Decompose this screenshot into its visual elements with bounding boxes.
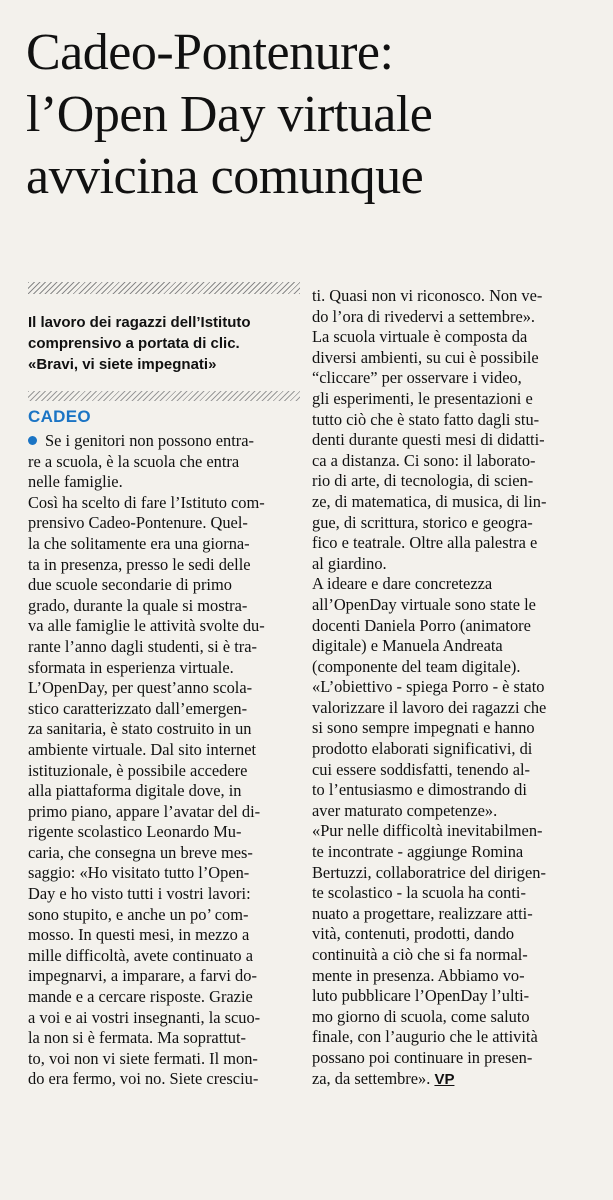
subheadline-line: Il lavoro dei ragazzi dell’Istituto (28, 314, 251, 331)
body-line: do era fermo, voi no. Siete cresciu- (28, 1069, 259, 1089)
body-line: te scolastico - la scuola ha conti- (312, 883, 526, 903)
body-line: Day e ho visto tutti i vostri lavori: (28, 884, 251, 904)
body-line: all’OpenDay virtuale sono state le (312, 594, 536, 614)
body-line: possano poi continuare in presen- (312, 1047, 533, 1067)
body-line: aver maturato competenze». (312, 800, 498, 820)
body-line: do l’ora di rivedervi a settembre». (312, 306, 536, 326)
body-line: sono stupito, e anche un po’ com- (28, 904, 249, 924)
left-column (28, 282, 300, 1090)
kicker: CADEO (28, 407, 91, 426)
body-line: Bertuzzi, collaboratrice del dirigen- (312, 862, 546, 882)
hatch-divider (28, 282, 300, 294)
body-line: impegnarvi, a imparare, a farvi do- (28, 966, 257, 986)
body-line: re a scuola, è la scuola che entra (28, 451, 240, 471)
body-line: rante l’anno dagli studenti, si è tra- (28, 636, 257, 656)
subheadline-line: «Bravi, vi siete impegnati» (28, 356, 217, 373)
body-line: cui essere soddisfatti, tenendo al- (312, 759, 531, 779)
body-line: prodotto elaborati significativi, di (312, 739, 533, 759)
body-line: ta in presenza, presso le sedi delle (28, 554, 251, 574)
body-line: docenti Daniela Porro (animatore (312, 615, 531, 635)
hatch-divider (28, 391, 300, 401)
body-line: finale, con l’augurio che le attività (312, 1027, 538, 1047)
body-line: te incontrate - aggiunge Romina (312, 842, 524, 862)
headline-line: l’Open Day virtuale (26, 86, 433, 143)
body-line: gli esperimenti, le presentazioni e (312, 388, 533, 408)
headline-line: avvicina comunque (26, 148, 424, 205)
body-line: va alle famiglie le attività svolte du- (28, 616, 265, 636)
body-line: due scuole secondarie di primo (28, 575, 232, 595)
body-line: caria, che consegna un breve mes- (28, 842, 253, 862)
body-line: nelle famiglie. (28, 472, 123, 492)
body-line: la che solitamente era una giorna- (28, 533, 250, 553)
body-line: si sono sempre impegnati e hanno (312, 718, 535, 738)
body-line: fico e teatrale. Oltre alla palestra e (312, 533, 538, 553)
body-line: mo giorno di scuola, come saluto (312, 1006, 530, 1026)
author-signature: VP (434, 1070, 455, 1088)
body-line: gue, di scrittura, storico e geogra- (312, 512, 533, 532)
body-line: La scuola virtuale è composta da (312, 327, 528, 347)
body-line: vità, contenuti, prodotti, dando (312, 924, 515, 944)
body-line: mande e a cercare risposte. Grazie (28, 987, 253, 1007)
subheadline-line: comprensivo a portata di clic. (28, 335, 240, 352)
body-line: (componente del team digitale). (312, 656, 521, 676)
body-line: istituzionale, è possibile accedere (28, 760, 248, 780)
body-line: ze, di matematica, di musica, di lin- (312, 491, 547, 511)
body-line: continuità a ciò che si fa normal- (312, 945, 528, 964)
body-line: saggio: «Ho visitato tutto l’Open- (28, 863, 250, 883)
body-line: la non si è fermata. Ma soprattut- (28, 1028, 247, 1048)
article-body-left (28, 431, 300, 1090)
body-line: ambiente virtuale. Dal sito internet (28, 739, 257, 759)
body-line: L’OpenDay, per quest’anno scola- (28, 678, 253, 698)
body-line: rigente scolastico Leonardo Mu- (28, 822, 242, 842)
right-column (312, 286, 598, 1090)
body-line: tutto ciò che è stato fatto dagli stu- (312, 409, 540, 429)
body-line: ti. Quasi non vi riconosco. Non ve- (312, 286, 543, 305)
headline (26, 22, 596, 208)
body-line: nuato a progettare, realizzare atti- (312, 903, 533, 923)
body-line: mille difficoltà, avete continuato a (28, 945, 253, 965)
body-line: digitale) e Manuela Andreata (312, 636, 503, 656)
body-line: luto pubblicare l’OpenDay l’ulti- (312, 986, 530, 1006)
body-line: grado, durante la quale si mostra- (28, 595, 248, 615)
headline-line: Cadeo-Pontenure: (26, 24, 394, 81)
body-line: mosso. In questi mesi, in mezzo a (28, 925, 250, 945)
bullet-icon (28, 436, 37, 445)
body-line: al giardino. (312, 553, 387, 573)
body-line: Così ha scelto di fare l’Istituto com- (28, 492, 265, 512)
body-line: za, da settembre». VP (312, 1068, 455, 1088)
body-line: za sanitaria, è stato costruito in un (28, 719, 252, 739)
body-line: «Pur nelle difficoltà inevitabilmen- (312, 821, 543, 841)
body-line: stico caratterizzato dall’emergen- (28, 698, 248, 718)
body-line: to, voi non vi siete fermati. Il mon- (28, 1048, 258, 1068)
article-body-right (312, 286, 598, 1090)
body-line: valorizzare il lavoro dei ragazzi che (312, 697, 547, 717)
body-line: primo piano, appare l’avatar del di- (28, 801, 261, 821)
body-line: ca a distanza. Ci sono: il laborato- (312, 450, 536, 470)
body-line: sformata in esperienza virtuale. (28, 657, 234, 677)
subheadline (28, 312, 300, 375)
body-line: alla piattaforma digitale dove, in (28, 781, 242, 801)
body-line: to l’entusiasmo e dimostrando di (312, 780, 527, 800)
body-line: “cliccare” per osservare i video, (312, 368, 522, 388)
body-line: prensivo Cadeo-Pontenure. Quel- (28, 513, 248, 533)
body-line: a voi e ai vostri insegnanti, la scuo- (28, 1007, 261, 1027)
body-line: rio di arte, di tecnologia, di scien- (312, 471, 534, 491)
body-line: denti durante questi mesi di didatti- (312, 430, 545, 450)
body-line: «L’obiettivo - spiega Porro - è stato (312, 677, 545, 697)
body-line: Se i genitori non possono entra- (28, 431, 300, 452)
body-line: A ideare e dare concretezza (312, 574, 493, 594)
body-line: mente in presenza. Abbiamo vo- (312, 965, 525, 985)
body-line: diversi ambienti, su cui è possibile (312, 347, 539, 367)
